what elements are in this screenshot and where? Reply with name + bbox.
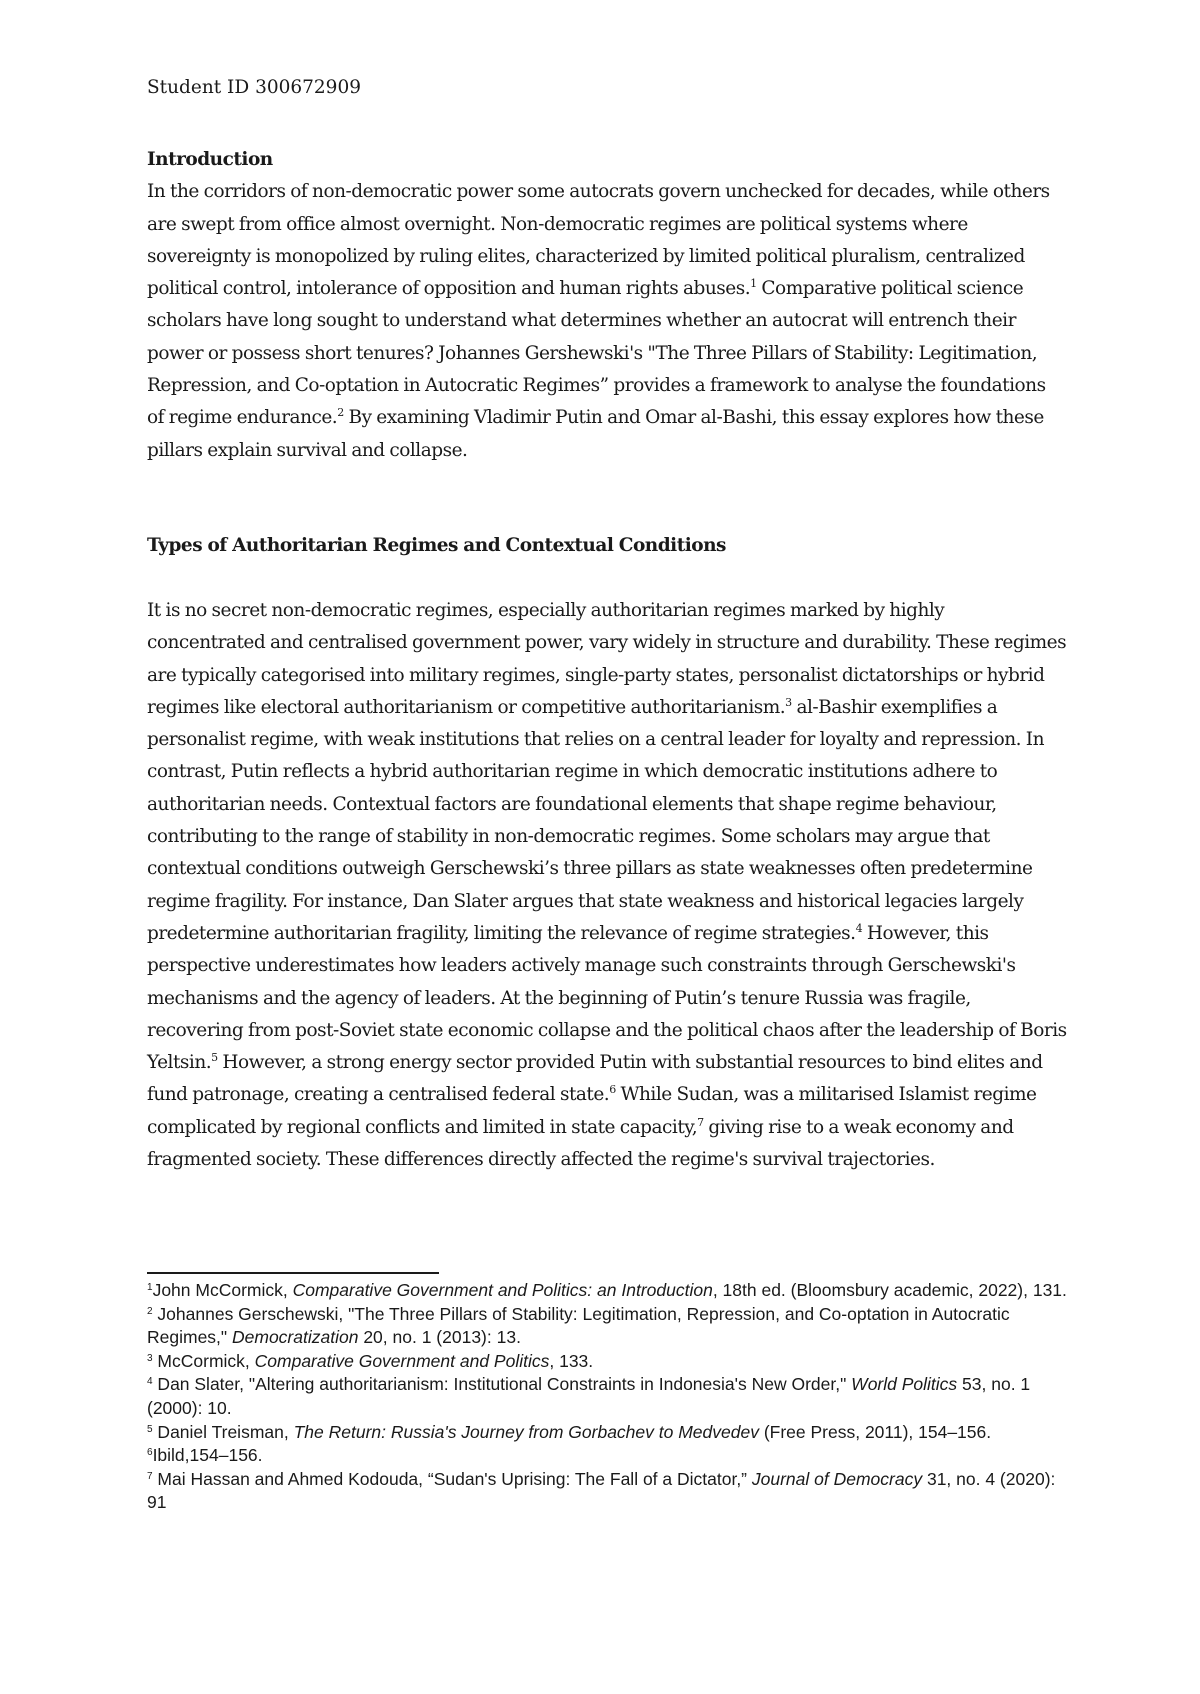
types-paragraph — [147, 595, 1067, 1176]
types-text-6: giving rise to a weak economy and fragmented society. These differences directly affected the regime's survival trajectories. — [147, 1116, 1014, 1171]
footnote-text: 20, no. 1 (2013): 13. — [358, 1327, 521, 1348]
footnote-text: Mai Hassan and Ahmed Kodouda, “Sudan's Uprising: The Fall of a Dictator,” — [152, 1468, 752, 1489]
footnote-ref-5[interactable]: 5 — [211, 1051, 218, 1065]
footnote-text: John McCormick, — [152, 1280, 293, 1300]
introduction-paragraph — [147, 176, 1067, 467]
introduction-section — [147, 144, 1067, 467]
footnote-3 — [147, 1350, 1067, 1374]
footnote-ref-3[interactable]: 3 — [785, 695, 792, 709]
footnote-ref-4[interactable]: 4 — [855, 921, 863, 935]
footnote-title: The Return: Russia's Journey from Gorbachev to Medvedev — [293, 1421, 759, 1442]
footnote-2 — [147, 1303, 1067, 1350]
footnote-text: Ibild,154–156. — [152, 1445, 263, 1466]
footnote-text: Johannes Gerschewski, "The Three Pillars of Stability: Legitimation, Repression, and Co-optation in Autocratic Regimes," — [147, 1303, 1010, 1348]
introduction-heading: Introduction — [147, 149, 273, 170]
footnote-6 — [147, 1444, 1067, 1468]
intro-text-3: By examining Vladimir Putin and Omar al-Bashi, this essay explores how these pillars explain survival and collapse. — [147, 407, 1044, 461]
footnote-7 — [147, 1468, 1067, 1515]
footnote-1 — [147, 1279, 1067, 1303]
types-text-5: While Sudan, was a militarised Islamist regime complicated by regional conflicts and limited in state capacity, — [147, 1084, 1037, 1138]
types-text-4: However, a strong energy sector provided Putin with substantial resources to bind elites and fund patronage, creating a centralised federal state. — [147, 1052, 1043, 1106]
footnote-text: McCormick, — [152, 1350, 255, 1371]
footnote-ref-1[interactable]: 1 — [750, 277, 757, 291]
footnote-ref-7[interactable]: 7 — [697, 1115, 704, 1129]
footnotes — [147, 1279, 1067, 1515]
footnote-mark: 5 — [147, 1423, 153, 1435]
footnote-title: World Politics — [851, 1374, 958, 1395]
footnote-text: 53, no. 1 (2000): 10. — [147, 1374, 1031, 1418]
footnote-mark: 1 — [147, 1282, 153, 1293]
footnote-ref-2[interactable]: 2 — [337, 406, 344, 420]
footnote-ref-6[interactable]: 6 — [609, 1083, 616, 1097]
types-heading: Types of Authoritarian Regimes and Contextual Conditions — [147, 535, 726, 556]
types-text-3: However, this perspective underestimates how leaders actively manage such constraints through Gerschewski's mechanisms and the agency of leaders. At the beginning of Putin’s tenure Russia was fragile, recovering from post-Soviet state economic collapse and the political chaos after the leadership of Boris Yeltsin. — [147, 922, 1067, 1074]
footnote-text: (Free Press, 2011), 154–156. — [758, 1421, 992, 1442]
footnote-text: 31, no. 4 (2020): 91 — [147, 1468, 1056, 1513]
footnote-text: Daniel Treisman, — [152, 1421, 294, 1442]
footnote-mark: 6 — [147, 1447, 153, 1459]
types-section — [147, 595, 1067, 1176]
footnote-mark: 3 — [147, 1352, 153, 1364]
intro-text-1: In the corridors of non-democratic power some autocrats govern unchecked for decades, while others are swept from office almost overnight. Non-democratic regimes are political systems where sovereignty is monopolized by ruling elites, characterized by limited political pluralism, centralized political control, intolerance of opposition and human rights abuses. — [147, 181, 1050, 300]
student-id: Student ID 300672909 — [147, 77, 361, 98]
footnote-mark: 7 — [147, 1470, 153, 1482]
types-heading-block — [147, 530, 1067, 562]
footnote-5 — [147, 1421, 1067, 1445]
footnote-title: Comparative Government and Politics: an Introduction — [292, 1280, 713, 1300]
footnote-text: , 133. — [549, 1350, 594, 1371]
types-text-1: It is no secret non-democratic regimes, especially authoritarian regimes marked by highly concentrated and centralised government power, vary widely in structure and durability. These regimes are typically categorised into military regimes, single-party states, personalist dictatorships or hybrid regimes like electoral authoritarianism or competitive authoritarianism. — [147, 600, 1067, 718]
intro-text-2: Comparative political science scholars have long sought to understand what determines whether an autocrat will entrench their power or possess short tenures? Johannes Gershewski's "The Three Pillars of Stability: Legitimation, Repression, and Co-optation in Autocratic Regimes” provides a framework to analyse the foundations of regime endurance. — [147, 278, 1046, 429]
footnote-text: Dan Slater, "Altering authoritarianism: Institutional Constraints in Indonesia's New Order," — [152, 1374, 852, 1395]
footnote-4 — [147, 1373, 1067, 1420]
footnote-separator — [147, 1272, 439, 1274]
footnote-title: Democratization — [232, 1327, 359, 1348]
footnote-mark: 4 — [147, 1376, 153, 1388]
footnote-text: , 18th ed. (Bloomsbury academic, 2022), 131. — [712, 1280, 1067, 1300]
types-text-2: al-Bashir exemplifies a personalist regime, with weak institutions that relies on a central leader for loyalty and repression. In contrast, Putin reflects a hybrid authoritarian regime in which democratic institutions adhere to authoritarian needs. Contextual factors are foundational elements that shape regime behaviour, contributing to the range of stability in non-democratic regimes. Some scholars may argue that contextual conditions outweigh Gerschewski’s three pillars as state weaknesses often predetermine regime fragility. For instance, Dan Slater argues that state weakness and historical legacies largely predetermine authoritarian fragility, limiting the relevance of regime strategies. — [147, 696, 1045, 944]
footnote-title: Journal of Democracy — [751, 1468, 923, 1489]
footnote-title: Comparative Government and Politics — [254, 1350, 550, 1371]
footnote-mark: 2 — [147, 1305, 153, 1317]
